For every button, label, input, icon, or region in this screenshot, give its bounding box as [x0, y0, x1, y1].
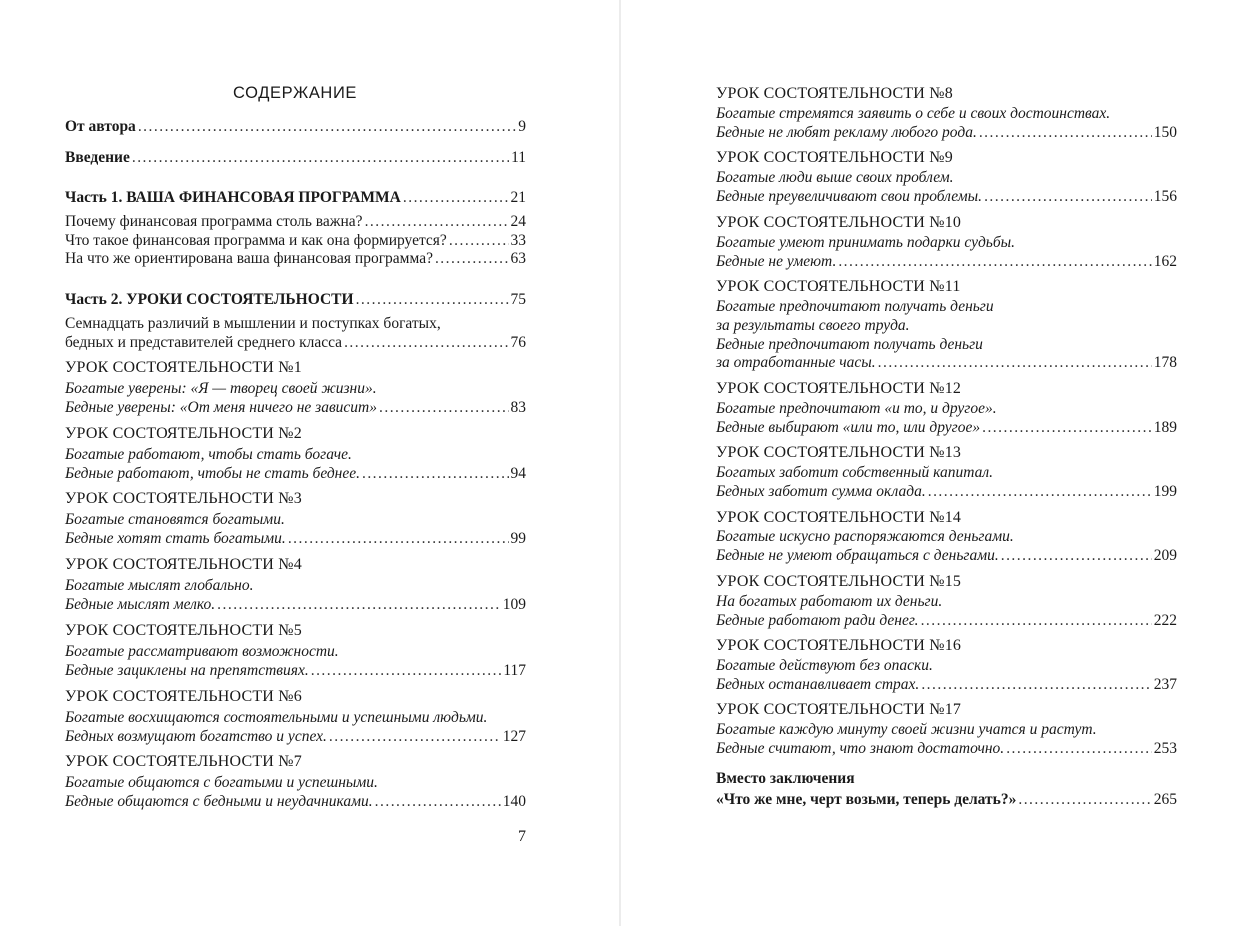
lesson-line: Богатые искусно распоряжаются деньгами.: [716, 528, 1014, 545]
lesson-line: Бедные предпочитают получать деньги: [716, 336, 983, 353]
lesson-line: за отработанные часы. . . . 178: [716, 353, 1177, 372]
lesson-heading: УРОК СОСТОЯТЕЛЬНОСТИ №3: [65, 490, 302, 507]
toc-entry: Семнадцать различий в мышлении и поступках богатых,: [65, 315, 441, 332]
lesson-heading: УРОК СОСТОЯТЕЛЬНОСТИ №11: [716, 278, 961, 295]
toc-part-heading: Часть 2. УРОКИ СОСТОЯТЕЛЬНОСТИ . . . 75: [65, 290, 526, 309]
lesson-line: Бедные преувеличивают свои проблемы. . . . 156: [716, 187, 1177, 206]
lesson-line: Богатые работают, чтобы стать богаче.: [65, 446, 352, 463]
lesson-line: Бедные уверены: «От меня ничего не зависит» . . . 83: [65, 398, 526, 417]
toc-part-heading: Часть 1. ВАША ФИНАНСОВАЯ ПРОГРАММА . . . 21: [65, 188, 526, 207]
lesson-line: Богатые каждую минуту своей жизни учатся и растут.: [716, 721, 1097, 738]
lesson-heading: УРОК СОСТОЯТЕЛЬНОСТИ №17: [716, 701, 962, 718]
lesson-line: Богатые уверены: «Я — творец своей жизни».: [65, 380, 377, 397]
toc-entry: Почему финансовая программа столь важна? . . . 24: [65, 212, 526, 231]
lesson-line: Бедные не умеют обращаться с деньгами. . . . 209: [716, 546, 1177, 565]
lesson-line: Бедные не любят рекламу любого рода. . . . 150: [716, 123, 1177, 142]
toc-entry: «Что же мне, черт возьми, теперь делать?» . . . 265: [716, 790, 1177, 809]
lesson-heading: УРОК СОСТОЯТЕЛЬНОСТИ №4: [65, 556, 302, 573]
lesson-line: Богатые действуют без опаски.: [716, 657, 933, 674]
lesson-line: Бедные общаются с бедными и неудачниками. . . . 140: [65, 792, 526, 811]
lesson-line: Бедных останавливает страх. . . . 237: [716, 675, 1177, 694]
lesson-heading: УРОК СОСТОЯТЕЛЬНОСТИ №5: [65, 622, 302, 639]
lesson-line: Богатые восхищаются состоятельными и успешными людьми.: [65, 709, 488, 726]
lesson-line: Богатые рассматривают возможности.: [65, 643, 339, 660]
lesson-heading: УРОК СОСТОЯТЕЛЬНОСТИ №7: [65, 753, 302, 770]
lesson-line: Богатые стремятся заявить о себе и своих достоинствах.: [716, 105, 1111, 122]
lesson-line: Богатые люди выше своих проблем.: [716, 169, 954, 186]
lesson-line: Бедных заботит сумма оклада. . . . 199: [716, 482, 1177, 501]
lesson-line: Бедные считают, что знают достаточно. . . . 253: [716, 739, 1177, 758]
toc-entry: Введение . . . 11: [65, 148, 526, 167]
lesson-heading: УРОК СОСТОЯТЕЛЬНОСТИ №15: [716, 573, 962, 590]
lesson-line: Бедные работают, чтобы не стать беднее. . . . 94: [65, 464, 526, 483]
lesson-heading: УРОК СОСТОЯТЕЛЬНОСТИ №16: [716, 637, 962, 654]
lesson-heading: УРОК СОСТОЯТЕЛЬНОСТИ №2: [65, 425, 302, 442]
lesson-line: Богатые общаются с богатыми и успешными.: [65, 774, 378, 791]
toc-entry: На что же ориентирована ваша финансовая программа? . . . 63: [65, 249, 526, 268]
lesson-line: На богатых работают их деньги.: [716, 593, 943, 610]
page-number: 7: [518, 828, 526, 845]
toc-entry: Вместо заключения: [716, 770, 855, 787]
lesson-heading: УРОК СОСТОЯТЕЛЬНОСТИ №12: [716, 380, 962, 397]
lesson-line: Богатые умеют принимать подарки судьбы.: [716, 234, 1016, 251]
right-page: [621, 0, 1240, 926]
lesson-line: Богатых заботит собственный капитал.: [716, 464, 993, 481]
lesson-line: Бедные мыслят мелко. . . . 109: [65, 595, 526, 614]
lesson-line: Богатые предпочитают получать деньги: [716, 298, 994, 315]
lesson-heading: УРОК СОСТОЯТЕЛЬНОСТИ №10: [716, 214, 962, 231]
lesson-heading: УРОК СОСТОЯТЕЛЬНОСТИ №14: [716, 509, 962, 526]
toc-entry: Что такое финансовая программа и как она формируется? . . . 33: [65, 231, 526, 250]
lesson-line: Бедные не умеют. . . . 162: [716, 252, 1177, 271]
lesson-line: Богатые предпочитают «и то, и другое».: [716, 400, 997, 417]
lesson-heading: УРОК СОСТОЯТЕЛЬНОСТИ №6: [65, 688, 302, 705]
lesson-heading: УРОК СОСТОЯТЕЛЬНОСТИ №13: [716, 444, 962, 461]
toc-entry: бедных и представителей среднего класса . . . 76: [65, 333, 526, 352]
lesson-line: за результаты своего труда.: [716, 317, 910, 334]
lesson-line: Бедные зациклены на препятствиях. . . . 117: [65, 661, 526, 680]
lesson-line: Бедные выбирают «или то, или другое» . . . 189: [716, 418, 1177, 437]
lesson-line: Богатые становятся богатыми.: [65, 511, 285, 528]
lesson-heading: УРОК СОСТОЯТЕЛЬНОСТИ №1: [65, 359, 302, 376]
lesson-line: Бедные хотят стать богатыми. . . . 99: [65, 529, 526, 548]
toc-entry: От автора . . . 9: [65, 117, 526, 136]
lesson-line: Бедных возмущают богатство и успех. . . . 127: [65, 727, 526, 746]
lesson-heading: УРОК СОСТОЯТЕЛЬНОСТИ №8: [716, 85, 953, 102]
lesson-line: Бедные работают ради денег. . . . 222: [716, 611, 1177, 630]
lesson-heading: УРОК СОСТОЯТЕЛЬНОСТИ №9: [716, 149, 953, 166]
lesson-line: Богатые мыслят глобально.: [65, 577, 254, 594]
toc-title: СОДЕРЖАНИЕ: [232, 84, 358, 102]
